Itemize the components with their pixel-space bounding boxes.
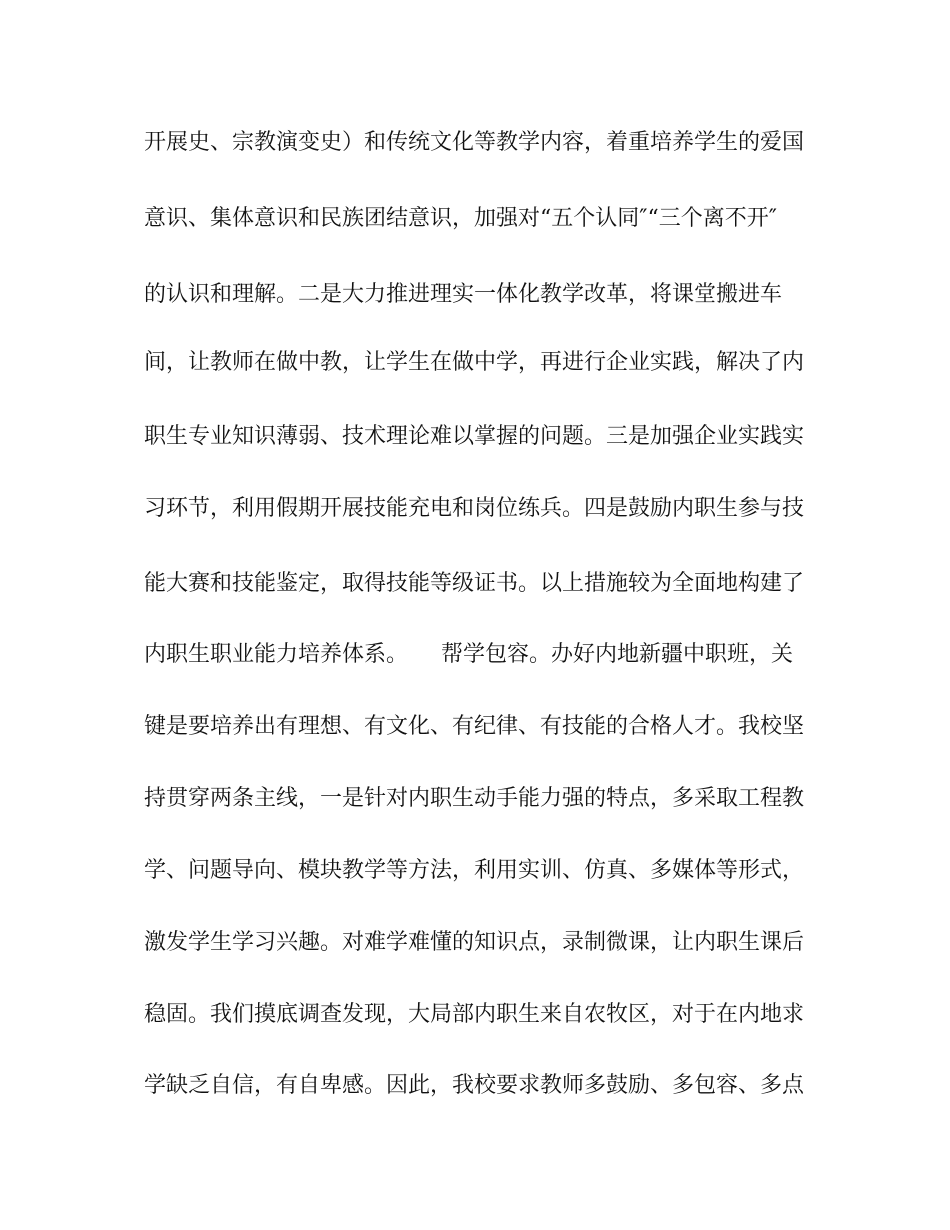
body-text-line: 开展史、宗教演变史）和传统文化等教学内容，着重培养学生的爱国: [144, 130, 804, 155]
body-text-line: 学缺乏自信，有自卑感。因此，我校要求教师多鼓励、多包容、多点: [144, 1073, 804, 1098]
body-text-line: 意识、集体意识和民族团结意识，加强对“五个认同″“三个离不开″: [144, 206, 777, 231]
body-text-line: 持贯穿两条主线，一是针对内职生动手能力强的特点，多采取工程教: [144, 786, 804, 811]
body-text-line: 的认识和理解。二是大力推进理实一体化教学改革，将课堂搬进车: [144, 282, 783, 307]
body-text-line: 习环节，利用假期开展技能充电和岗位练兵。四是鼓励内职生参与技: [144, 496, 804, 521]
body-text-line: 职生专业知识薄弱、技术理论难以掌握的问题。三是加强企业实践实: [144, 424, 804, 449]
body-text-line: 间，让教师在做中教，让学生在做中学，再进行企业实践，解决了内: [144, 350, 804, 375]
body-text-line: 内职生职业能力培养体系。 帮学包容。办好内地新疆中职班，关: [144, 642, 794, 667]
body-text-line: 键是要培养出有理想、有文化、有纪律、有技能的合格人才。我校坚: [144, 714, 804, 739]
body-text-line: 稳固。我们摸底调查发现，大局部内职生来自农牧区，对于在内地求: [144, 1002, 804, 1027]
body-text-line: 激发学生学习兴趣。对难学难懂的知识点，录制微课，让内职生课后: [144, 930, 804, 955]
body-text-line: 能大赛和技能鉴定，取得技能等级证书。以上措施较为全面地构建了: [144, 571, 804, 596]
body-text-line: 学、问题导向、模块教学等方法，利用实训、仿真、多媒体等形式，: [144, 858, 804, 883]
